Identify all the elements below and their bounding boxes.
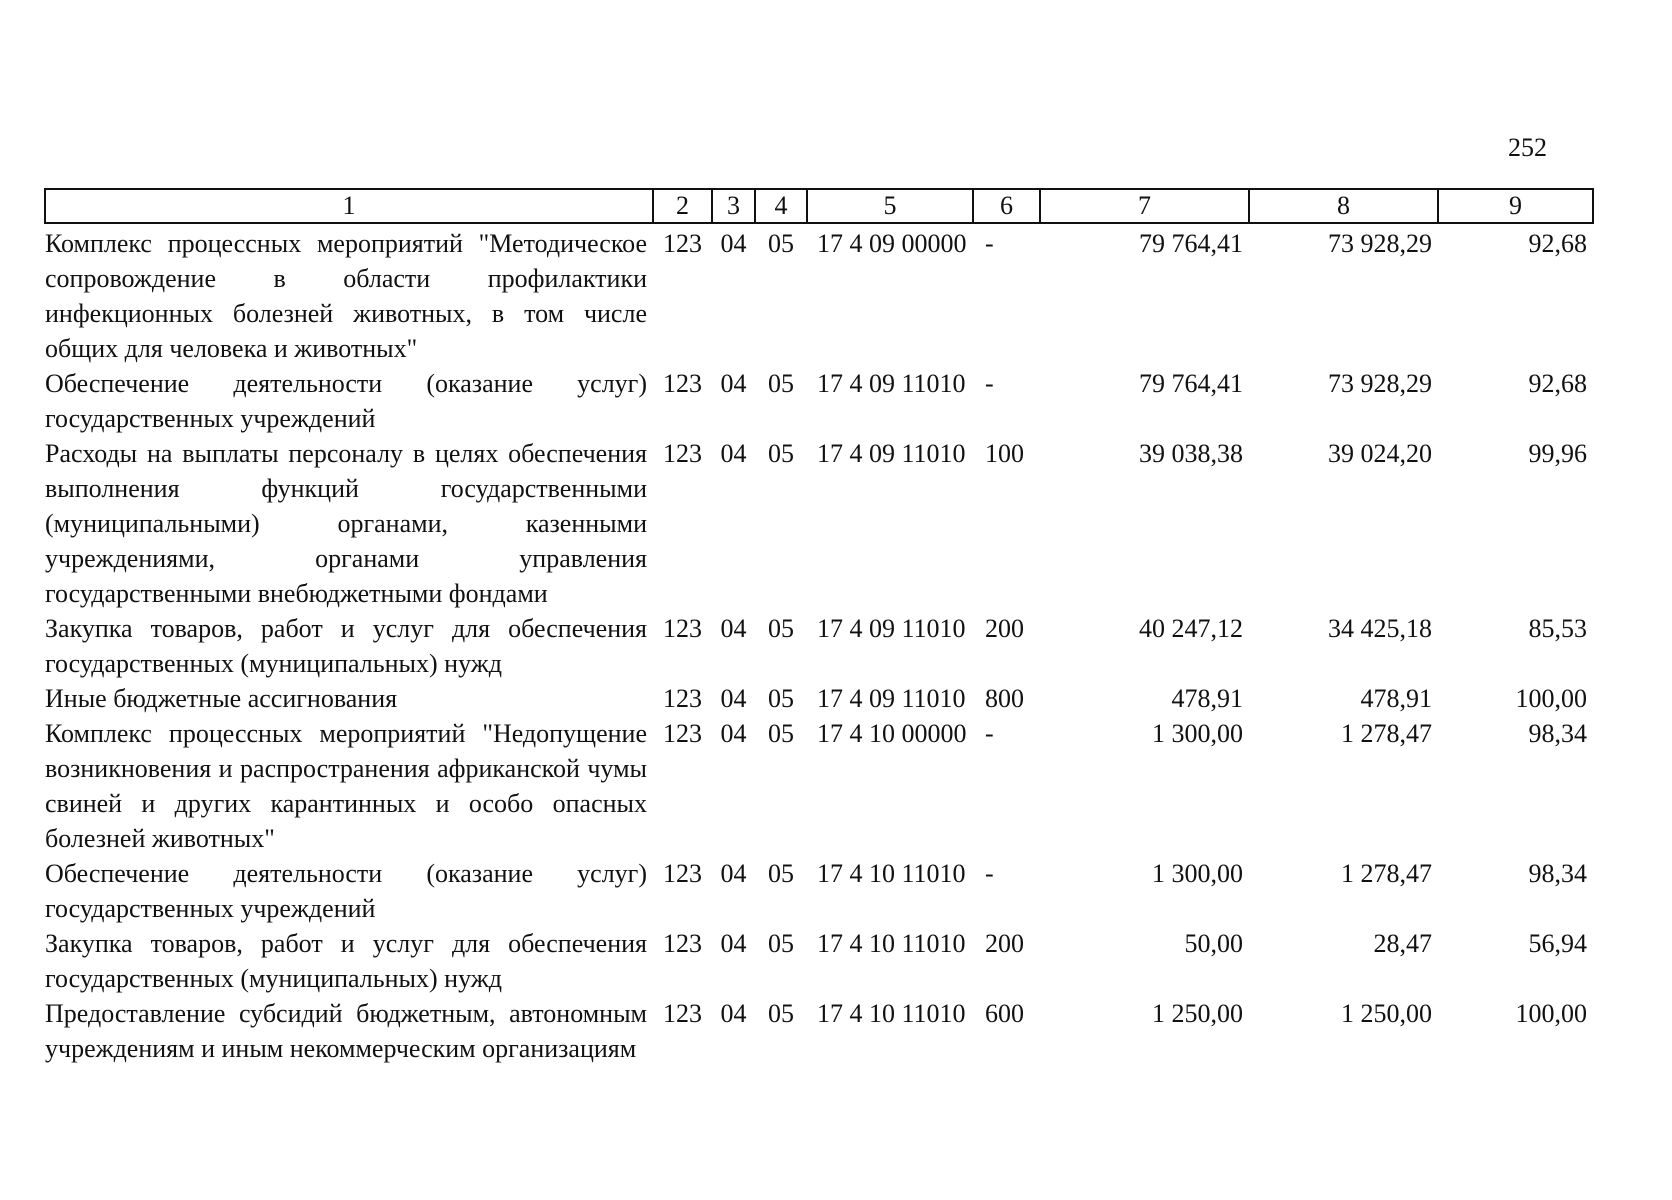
row-subsection: 05	[768, 614, 794, 643]
header-row	[45, 189, 1593, 223]
row-ministry: 123	[663, 859, 702, 888]
row-ministry: 123	[663, 719, 702, 748]
row-section: 04	[720, 369, 747, 398]
row-percent: 100,00	[1515, 999, 1587, 1028]
row-name: Закупка товаров, работ и услуг для обеспечения государственных (муниципальных) нужд	[45, 929, 647, 993]
row-ministry: 123	[663, 229, 702, 258]
row-name: Обеспечение деятельности (оказание услуг) государственных учреждений	[45, 369, 647, 433]
row-section: 04	[720, 929, 747, 958]
table-row	[45, 681, 1593, 716]
header-col-9: 9	[1438, 189, 1593, 223]
row-actual: 73 928,29	[1328, 229, 1432, 258]
row-target: 17 4 09 11010	[817, 684, 966, 713]
row-subsection: 05	[768, 929, 794, 958]
row-plan: 50,00	[1184, 929, 1243, 958]
row-kind: -	[985, 859, 994, 888]
table-row	[45, 223, 1593, 366]
table-header	[45, 189, 1593, 223]
row-kind: 200	[985, 929, 1024, 958]
row-target: 17 4 10 11010	[817, 999, 966, 1028]
row-plan: 1 250,00	[1152, 999, 1243, 1028]
row-ministry: 123	[663, 614, 702, 643]
table-row	[45, 611, 1593, 681]
row-name: Закупка товаров, работ и услуг для обеспечения государственных (муниципальных) нужд	[45, 614, 647, 678]
row-kind: -	[985, 229, 994, 258]
header-col-3: 3	[712, 189, 755, 223]
row-actual: 39 024,20	[1328, 439, 1432, 468]
row-ministry: 123	[663, 369, 702, 398]
row-actual: 1 278,47	[1341, 719, 1432, 748]
row-actual: 1 278,47	[1341, 859, 1432, 888]
row-kind: 200	[985, 614, 1024, 643]
row-actual: 1 250,00	[1341, 999, 1432, 1028]
row-plan: 39 038,38	[1139, 439, 1243, 468]
row-section: 04	[720, 719, 747, 748]
row-target: 17 4 09 00000	[817, 229, 967, 258]
table-row	[45, 366, 1593, 436]
header-col-4: 4	[755, 189, 807, 223]
row-plan: 79 764,41	[1139, 229, 1243, 258]
budget-table	[44, 188, 1594, 1066]
row-section: 04	[720, 999, 747, 1028]
table-body	[45, 223, 1593, 1066]
row-section: 04	[720, 439, 747, 468]
row-section: 04	[720, 229, 747, 258]
row-subsection: 05	[768, 719, 794, 748]
row-kind: -	[985, 369, 994, 398]
row-name: Обеспечение деятельности (оказание услуг) государственных учреждений	[45, 859, 647, 923]
header-col-1: 1	[45, 189, 653, 223]
row-kind: -	[985, 719, 994, 748]
row-actual: 73 928,29	[1328, 369, 1432, 398]
row-percent: 98,34	[1528, 859, 1587, 888]
row-target: 17 4 09 11010	[817, 439, 966, 468]
header-col-6: 6	[973, 189, 1040, 223]
row-percent: 56,94	[1528, 929, 1587, 958]
row-actual: 28,47	[1373, 929, 1432, 958]
row-subsection: 05	[768, 229, 794, 258]
row-ministry: 123	[663, 999, 702, 1028]
row-ministry: 123	[663, 684, 702, 713]
row-actual: 478,91	[1360, 684, 1432, 713]
row-ministry: 123	[663, 929, 702, 958]
row-percent: 98,34	[1528, 719, 1587, 748]
row-percent: 85,53	[1528, 614, 1587, 643]
row-section: 04	[720, 614, 747, 643]
row-percent: 99,96	[1528, 439, 1587, 468]
row-target: 17 4 09 11010	[817, 369, 966, 398]
header-col-5: 5	[807, 189, 973, 223]
row-ministry: 123	[663, 439, 702, 468]
table-row	[45, 926, 1593, 996]
row-section: 04	[720, 859, 747, 888]
row-name: Предоставление субсидий бюджетным, автономным учреждениям и иным некоммерческим организациям	[45, 999, 647, 1063]
row-name: Расходы на выплаты персоналу в целях обеспечения выполнения функций государственными (муниципальными) органами, казенными учреждениями, органами управления государственными внебюджетными фондами	[45, 439, 647, 608]
header-col-7: 7	[1040, 189, 1249, 223]
row-name: Комплекс процессных мероприятий "Недопущение возникновения и распространения африканской чумы свиней и других карантинных и особо опасных болезней животных"	[45, 719, 647, 853]
row-target: 17 4 10 00000	[817, 719, 967, 748]
row-percent: 100,00	[1515, 684, 1587, 713]
row-subsection: 05	[768, 439, 794, 468]
page-number: 252	[1508, 133, 1547, 162]
row-name: Иные бюджетные ассигнования	[45, 684, 398, 713]
row-percent: 92,68	[1528, 229, 1587, 258]
header-col-2: 2	[653, 189, 712, 223]
row-subsection: 05	[768, 684, 794, 713]
row-subsection: 05	[768, 859, 794, 888]
row-percent: 92,68	[1528, 369, 1587, 398]
row-plan: 1 300,00	[1152, 719, 1243, 748]
row-plan: 79 764,41	[1139, 369, 1243, 398]
row-target: 17 4 10 11010	[817, 929, 966, 958]
row-kind: 600	[985, 999, 1024, 1028]
table-row	[45, 436, 1593, 611]
row-target: 17 4 10 11010	[817, 859, 966, 888]
row-subsection: 05	[768, 369, 794, 398]
row-actual: 34 425,18	[1328, 614, 1432, 643]
row-name: Комплекс процессных мероприятий "Методическое сопровождение в области профилактики инфекционных болезней животных, в том числе общих для человека и животных"	[45, 229, 647, 363]
row-target: 17 4 09 11010	[817, 614, 966, 643]
table-row	[45, 716, 1593, 856]
header-col-8: 8	[1249, 189, 1438, 223]
row-kind: 100	[985, 439, 1024, 468]
row-section: 04	[720, 684, 747, 713]
table-row	[45, 856, 1593, 926]
row-plan: 478,91	[1171, 684, 1243, 713]
row-plan: 1 300,00	[1152, 859, 1243, 888]
table-row	[45, 996, 1593, 1066]
row-subsection: 05	[768, 999, 794, 1028]
row-kind: 800	[985, 684, 1024, 713]
row-plan: 40 247,12	[1139, 614, 1243, 643]
